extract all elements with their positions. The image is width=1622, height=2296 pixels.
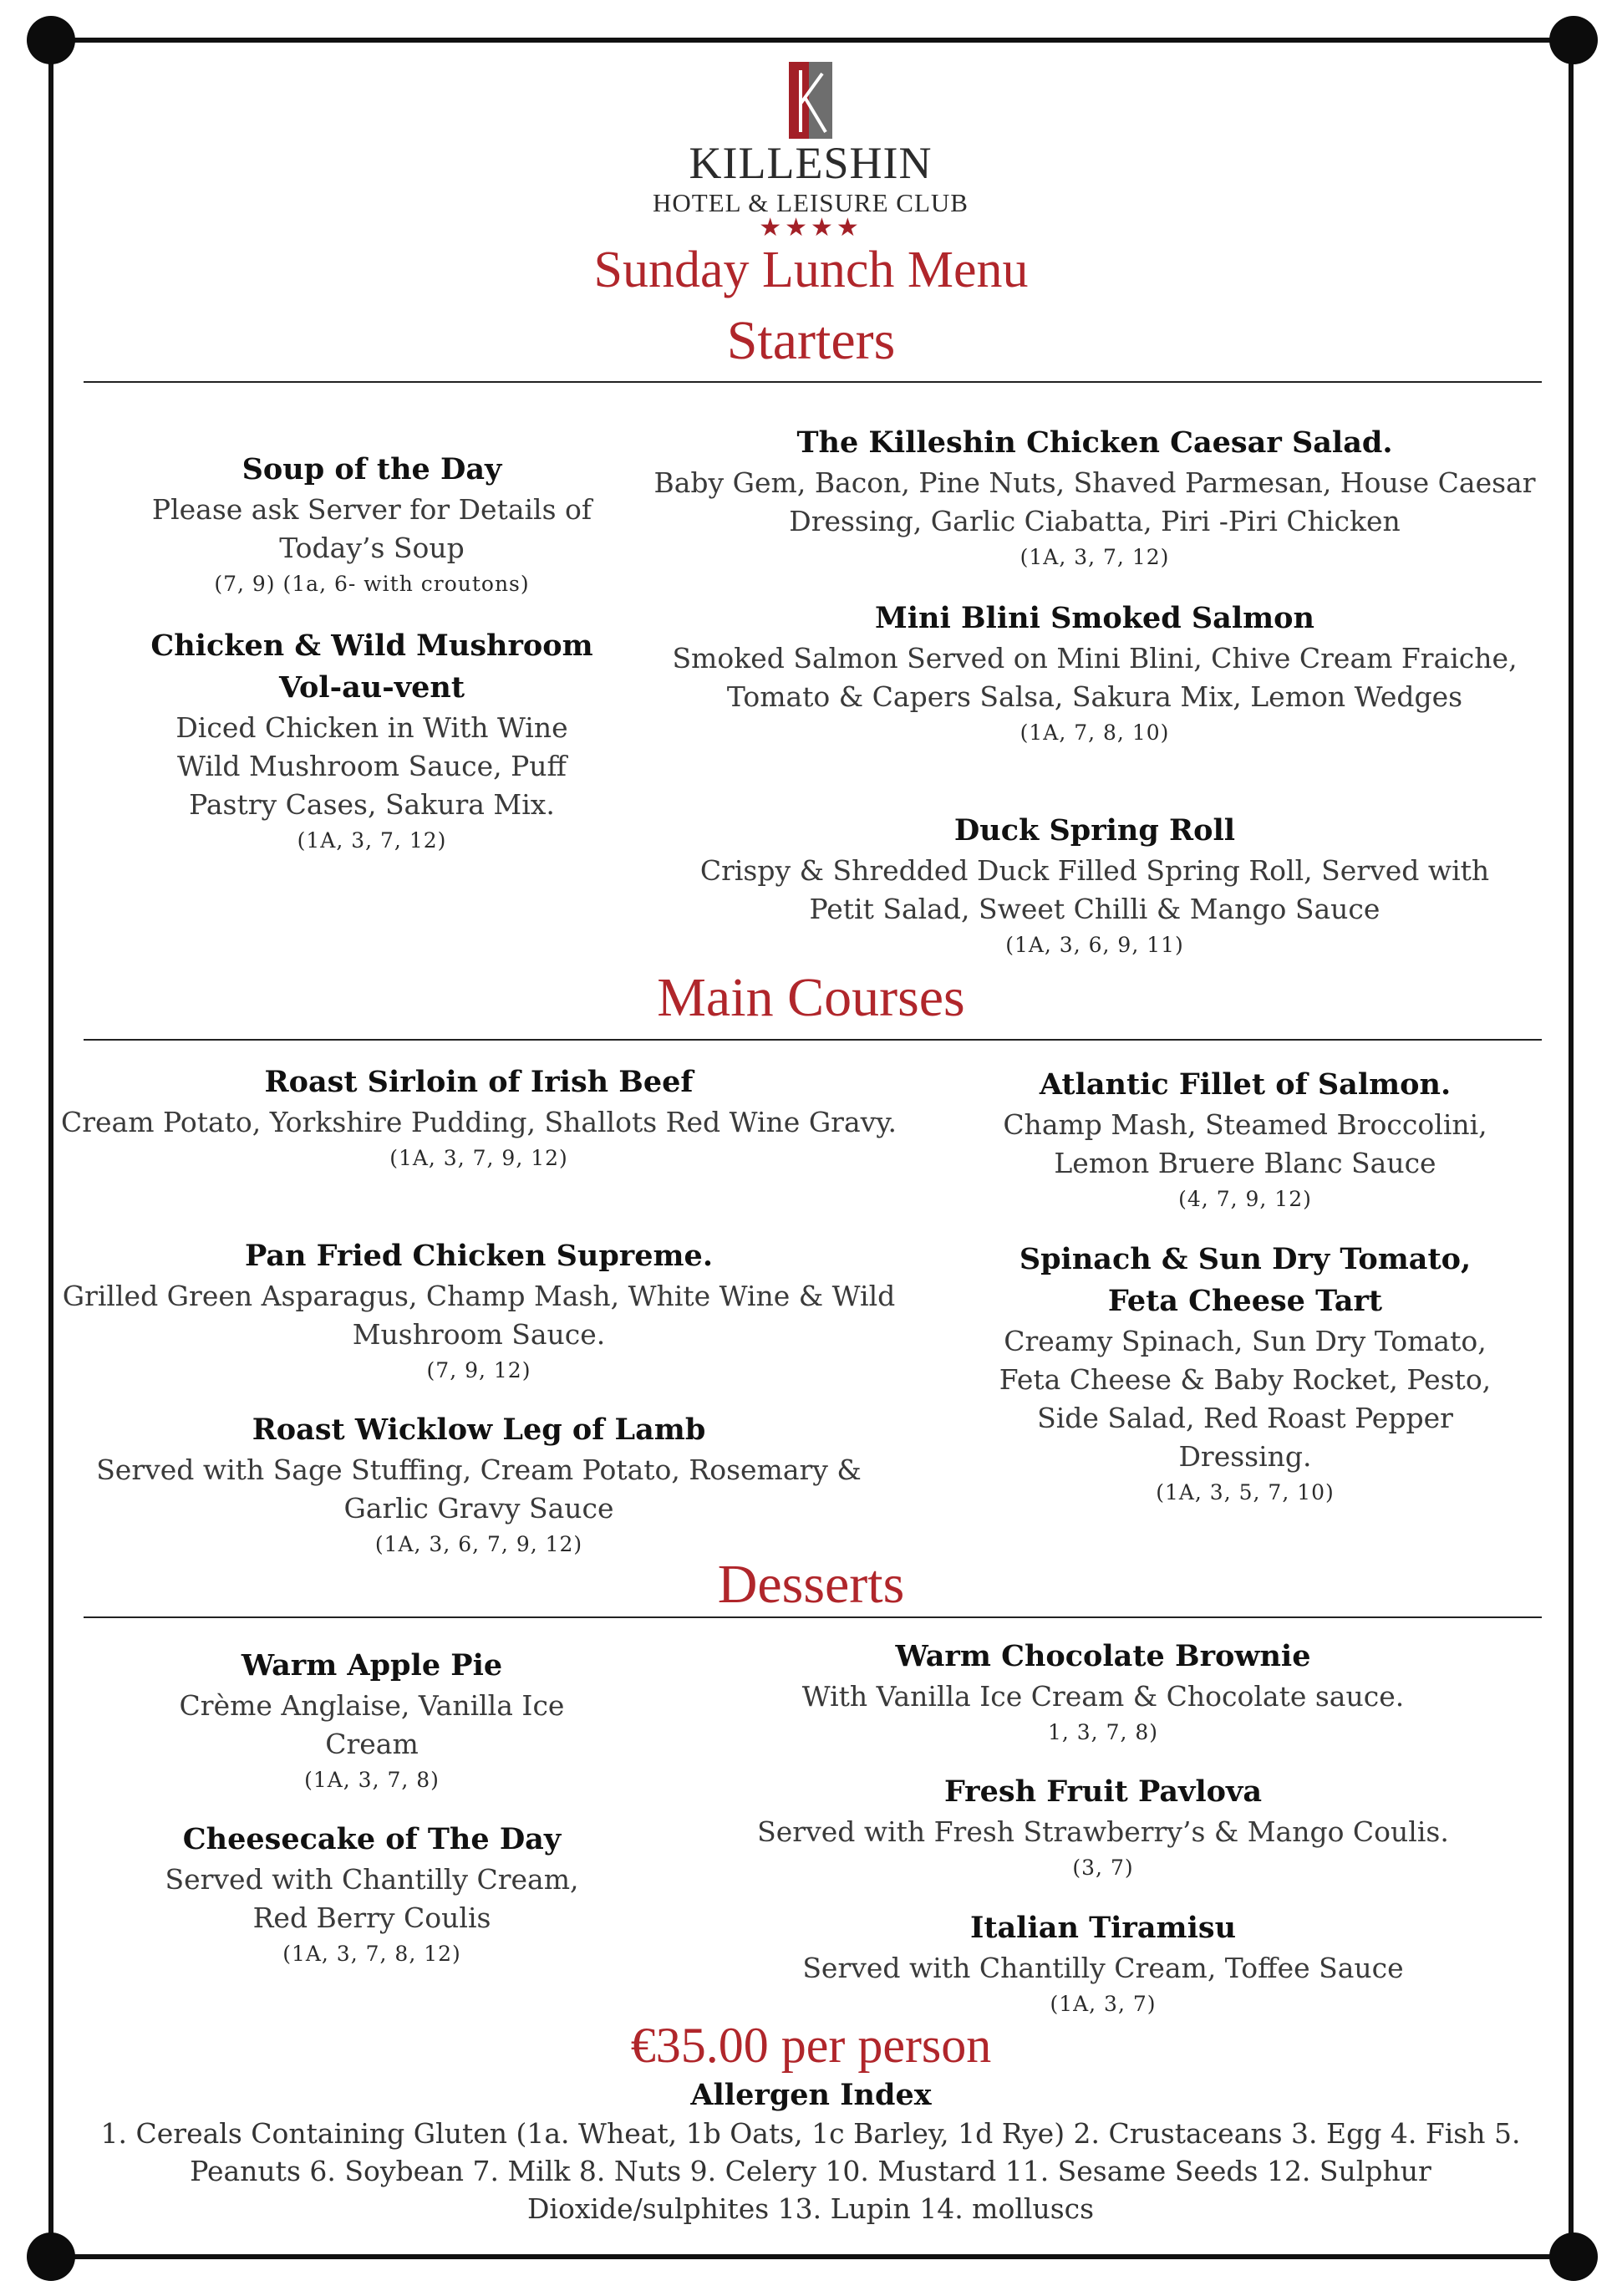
section-divider: [84, 1039, 1542, 1041]
dish-allergens: (1A, 3, 5, 7, 10): [1156, 1480, 1335, 1504]
dish-description: Served with Chantilly Cream, Red Berry Coulis: [165, 1863, 579, 1934]
dish-allergens: (3, 7): [1072, 1856, 1134, 1880]
dish-allergens: (1A, 3, 6, 7, 9, 12): [374, 1532, 583, 1556]
menu-item-roast-sirloin: [57, 1061, 901, 1175]
dish-allergens: (7, 9, 12): [426, 1358, 531, 1382]
allergen-index-title: Allergen Index: [690, 2078, 932, 2112]
menu-item-soup-of-the-day: [75, 449, 669, 601]
star-rating: ★★★★: [759, 213, 862, 242]
menu-item-tiramisu: [685, 1907, 1521, 2021]
dish-allergens: (1A, 3, 7): [1050, 1992, 1157, 2016]
dish-description: Grilled Green Asparagus, Champ Mash, White Wine & Wild Mushroom Sauce.: [62, 1280, 896, 1351]
dish-name: Pan Fried Chicken Supreme.: [244, 1239, 714, 1273]
menu-title: Sunday Lunch Menu: [593, 242, 1029, 298]
section-title-starters: Starters: [726, 310, 896, 371]
menu-item-chicken-supreme: [57, 1235, 901, 1387]
dish-allergens: (7, 9) (1a, 6- with croutons): [214, 572, 530, 596]
menu-item-leg-of-lamb: [57, 1409, 901, 1561]
dish-allergens: (1A, 3, 6, 9, 11): [1005, 933, 1184, 957]
dish-description: Cream Potato, Yorkshire Pudding, Shallots Red Wine Gravy.: [60, 1106, 897, 1138]
dish-allergens: (1A, 3, 7, 9, 12): [389, 1146, 568, 1170]
dish-allergens: (4, 7, 9, 12): [1178, 1187, 1312, 1211]
section-divider: [84, 381, 1542, 383]
section-title-desserts: Desserts: [717, 1554, 905, 1615]
dish-name: Warm Apple Pie: [241, 1648, 503, 1683]
dish-description: Please ask Server for Details of Today’s Soup: [151, 493, 592, 564]
dish-name: Roast Sirloin of Irish Beef: [264, 1065, 694, 1099]
dish-name: Soup of the Day: [242, 452, 502, 486]
dish-name: Cheesecake of The Day: [182, 1822, 562, 1856]
dish-description: Served with Chantilly Cream, Toffee Sauce: [802, 1952, 1404, 1984]
dish-name: Fresh Fruit Pavlova: [943, 1774, 1263, 1809]
dish-allergens: (1A, 7, 8, 10): [1019, 720, 1170, 745]
dish-description: Crispy & Shredded Duck Filled Spring Roll, Served with Petit Salad, Sweet Chilli & Mango Sauce: [699, 854, 1490, 925]
dish-description: Champ Mash, Steamed Broccolini, Lemon Bruere Blanc Sauce: [1003, 1108, 1487, 1179]
corner-dot-bottom-right: [1549, 2232, 1598, 2281]
corner-dot-top-left: [27, 16, 75, 64]
menu-item-fruit-pavlova: [685, 1771, 1521, 1885]
dish-description: Baby Gem, Bacon, Pine Nuts, Shaved Parmesan, House Caesar Dressing, Garlic Ciabatta, Piri -Piri Chicken: [653, 466, 1536, 537]
menu-item-chocolate-brownie: [685, 1636, 1521, 1749]
dish-name: Spinach & Sun Dry Tomato, Feta Cheese Tart: [1019, 1242, 1472, 1318]
dish-name: Duck Spring Roll: [953, 813, 1236, 848]
logo-name: KILLESHIN: [689, 138, 933, 188]
logo-subtitle: HOTEL & LEISURE CLUB: [653, 188, 969, 217]
dish-allergens: 1, 3, 7, 8): [1047, 1720, 1159, 1744]
dish-name: The Killeshin Chicken Caesar Salad.: [796, 425, 1393, 460]
section-title-main-courses: Main Courses: [657, 967, 965, 1028]
hotel-logo: [635, 57, 986, 241]
frame-bottom-border: [48, 2254, 1574, 2259]
dish-description: Creamy Spinach, Sun Dry Tomato, Feta Cheese & Baby Rocket, Pesto, Side Salad, Red Roast Pepper Dressing.: [999, 1325, 1492, 1473]
menu-price: €35.00 per person: [630, 2018, 992, 2073]
dish-name: Roast Wicklow Leg of Lamb: [252, 1413, 706, 1447]
dish-description: Crème Anglaise, Vanilla Ice Cream: [179, 1689, 565, 1760]
section-divider: [84, 1616, 1542, 1618]
dish-allergens: (1A, 3, 7, 8, 12): [282, 1942, 461, 1966]
dish-name: Mini Blini Smoked Salmon: [875, 601, 1314, 635]
dish-name: Italian Tiramisu: [969, 1911, 1237, 1945]
dish-name: Atlantic Fillet of Salmon.: [1039, 1067, 1452, 1102]
menu-item-vol-au-vent: [125, 625, 618, 858]
corner-dot-top-right: [1549, 16, 1598, 64]
menu-item-spinach-tart: [961, 1239, 1529, 1509]
dish-name: Warm Chocolate Brownie: [895, 1639, 1311, 1673]
menu-item-duck-spring-roll: [652, 810, 1538, 962]
frame-top-border: [48, 38, 1574, 43]
menu-item-caesar-salad: [652, 422, 1538, 574]
dish-description: Diced Chicken in With Wine Wild Mushroom Sauce, Puff Pastry Cases, Sakura Mix.: [175, 711, 568, 821]
dish-name: Chicken & Wild Mushroom Vol-au-vent: [150, 629, 593, 705]
dish-description: With Vanilla Ice Cream & Chocolate sauce.: [801, 1680, 1405, 1713]
dish-description: Served with Fresh Strawberry’s & Mango Coulis.: [757, 1815, 1449, 1848]
dish-description: Smoked Salmon Served on Mini Blini, Chive Cream Fraiche, Tomato & Capers Salsa, Sakura Mix, Lemon Wedges: [672, 642, 1518, 713]
menu-item-salmon-fillet: [961, 1064, 1529, 1216]
corner-dot-bottom-left: [27, 2232, 75, 2281]
allergen-index-text: 1. Cereals Containing Gluten (1a. Wheat, 1b Oats, 1c Barley, 1d Rye) 2. Crustaceans 3. Egg 4. Fish 5. Peanuts 6. Soybean 7. Milk 8. Nuts 9. Celery 10. Mustard 11. Sesame Seeds 12. Sulphur Dioxide/sulphites 13. Lupin 14. molluscs: [100, 2117, 1521, 2225]
menu-item-mini-blini-salmon: [669, 598, 1521, 750]
k-monogram-icon: [789, 62, 832, 139]
dish-allergens: (1A, 3, 7, 8): [304, 1768, 440, 1792]
menu-item-apple-pie: [117, 1645, 627, 1797]
dish-description: Served with Sage Stuffing, Cream Potato, Rosemary & Garlic Gravy Sauce: [96, 1453, 862, 1525]
dish-allergens: (1A, 3, 7, 12): [297, 828, 447, 853]
menu-item-cheesecake: [117, 1819, 627, 1971]
dish-allergens: (1A, 3, 7, 12): [1019, 545, 1170, 569]
